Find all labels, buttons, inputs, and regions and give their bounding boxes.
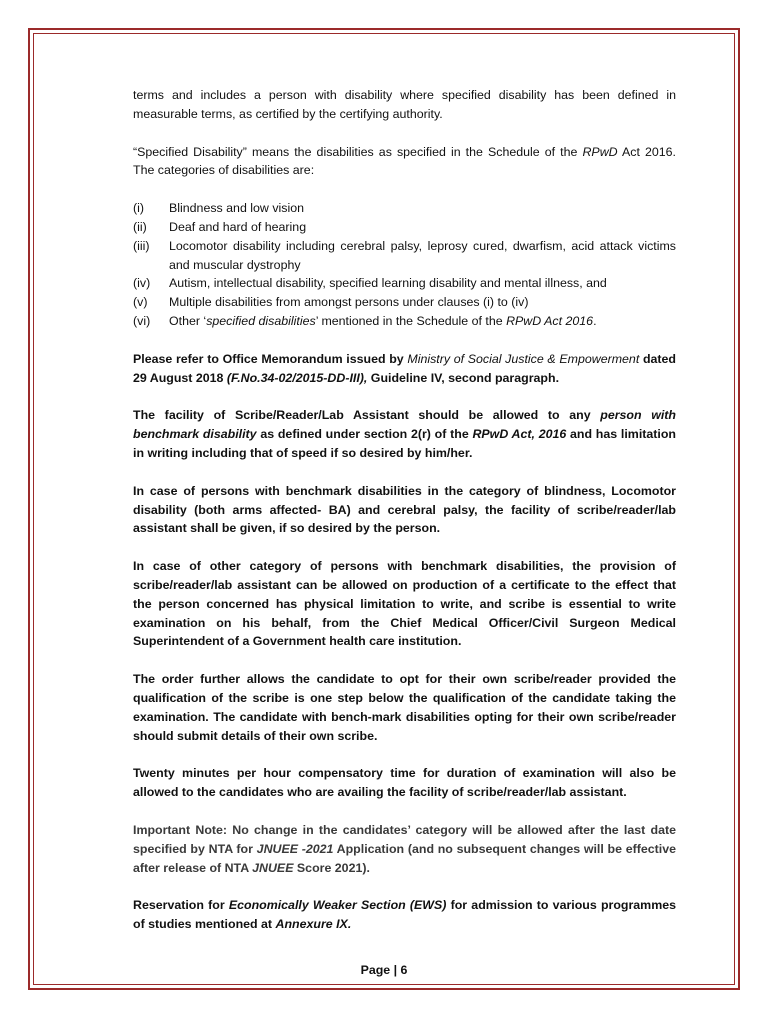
paragraph-specified-disability: “Specified Disability” means the disabilities as specified in the Schedule of the RPwD Act 2016. The categories of disabilities are:: [133, 144, 676, 178]
paragraph-blindness-locomotor: In case of persons with benchmark disabilities in the category of blindness, Locomotor disability (both arms affected- BA) and cerebral palsy, the facility of scribe/reader/lab assistant shall be given, if so desired by the person.: [133, 483, 676, 536]
paragraph-measurable-terms: terms and includes a person with disability where specified disability has been defined in measurable terms, as certified by the certifying authority.: [133, 88, 676, 121]
list-item: (iv) Autism, intellectual disability, specified learning disability and mental illness, and: [133, 276, 607, 291]
paragraph-office-memorandum: Please refer to Office Memorandum issued by Ministry of Social Justice & Empowerment dated 29 August 2018 (F.No.34-02/2015-DD-III), Guideline IV, second paragraph.: [133, 351, 676, 385]
disability-categories-list: [133, 199, 676, 331]
document-body: [133, 86, 676, 953]
paragraph-own-scribe: The order further allows the candidate to opt for their own scribe/reader provided the qualification of the scribe is one step below the qualification of the candidate taking the examination. The candidate with bench-mark disabilities opting for their own scribe/reader should submit details of their own scribe.: [133, 672, 676, 743]
paragraph-scribe-facility: The facility of Scribe/Reader/Lab Assistant should be allowed to any person with benchmark disability as defined under section 2(r) of the RPwD Act, 2016 and has limitation in writing including that of speed if so desired by him/her.: [133, 408, 676, 460]
list-item: (iii) Locomotor disability including cerebral palsy, leprosy cured, dwarfism, acid attack victims and muscular dystrophy: [133, 238, 676, 272]
list-item: (i) Blindness and low vision: [133, 201, 304, 216]
list-item: (v) Multiple disabilities from amongst persons under clauses (i) to (iv): [133, 295, 529, 310]
important-note: Important Note: No change in the candidates’ category will be allowed after the last date specified by NTA for JNUEE -2021 Application (and no subsequent changes will be effective after release of NTA JNUEE Score 2021).: [133, 822, 676, 875]
page-number: Page | 6: [360, 963, 408, 977]
paragraph-ews-reservation: Reservation for Economically Weaker Section (EWS) for admission to various programmes of studies mentioned at Annexure IX.: [133, 898, 677, 932]
list-item: (ii) Deaf and hard of hearing: [133, 219, 307, 234]
list-item: (vi) Other ‘specified disabilities’ mentioned in the Schedule of the RPwD Act 2016.: [133, 313, 597, 328]
paragraph-other-category: In case of other category of persons with benchmark disabilities, the provision of scribe/reader/lab assistant can be allowed on production of a certificate to the effect that the person concerned has physical limitation to write, and scribe is essential to write examination on his behalf, from the Chief Medical Officer/Civil Surgeon Medical Superintendent of a Government health care institution.: [133, 559, 676, 649]
paragraph-compensatory-time: Twenty minutes per hour compensatory time for duration of examination will also be allowed to the candidates who are availing the facility of scribe/reader/lab assistant.: [133, 766, 676, 800]
